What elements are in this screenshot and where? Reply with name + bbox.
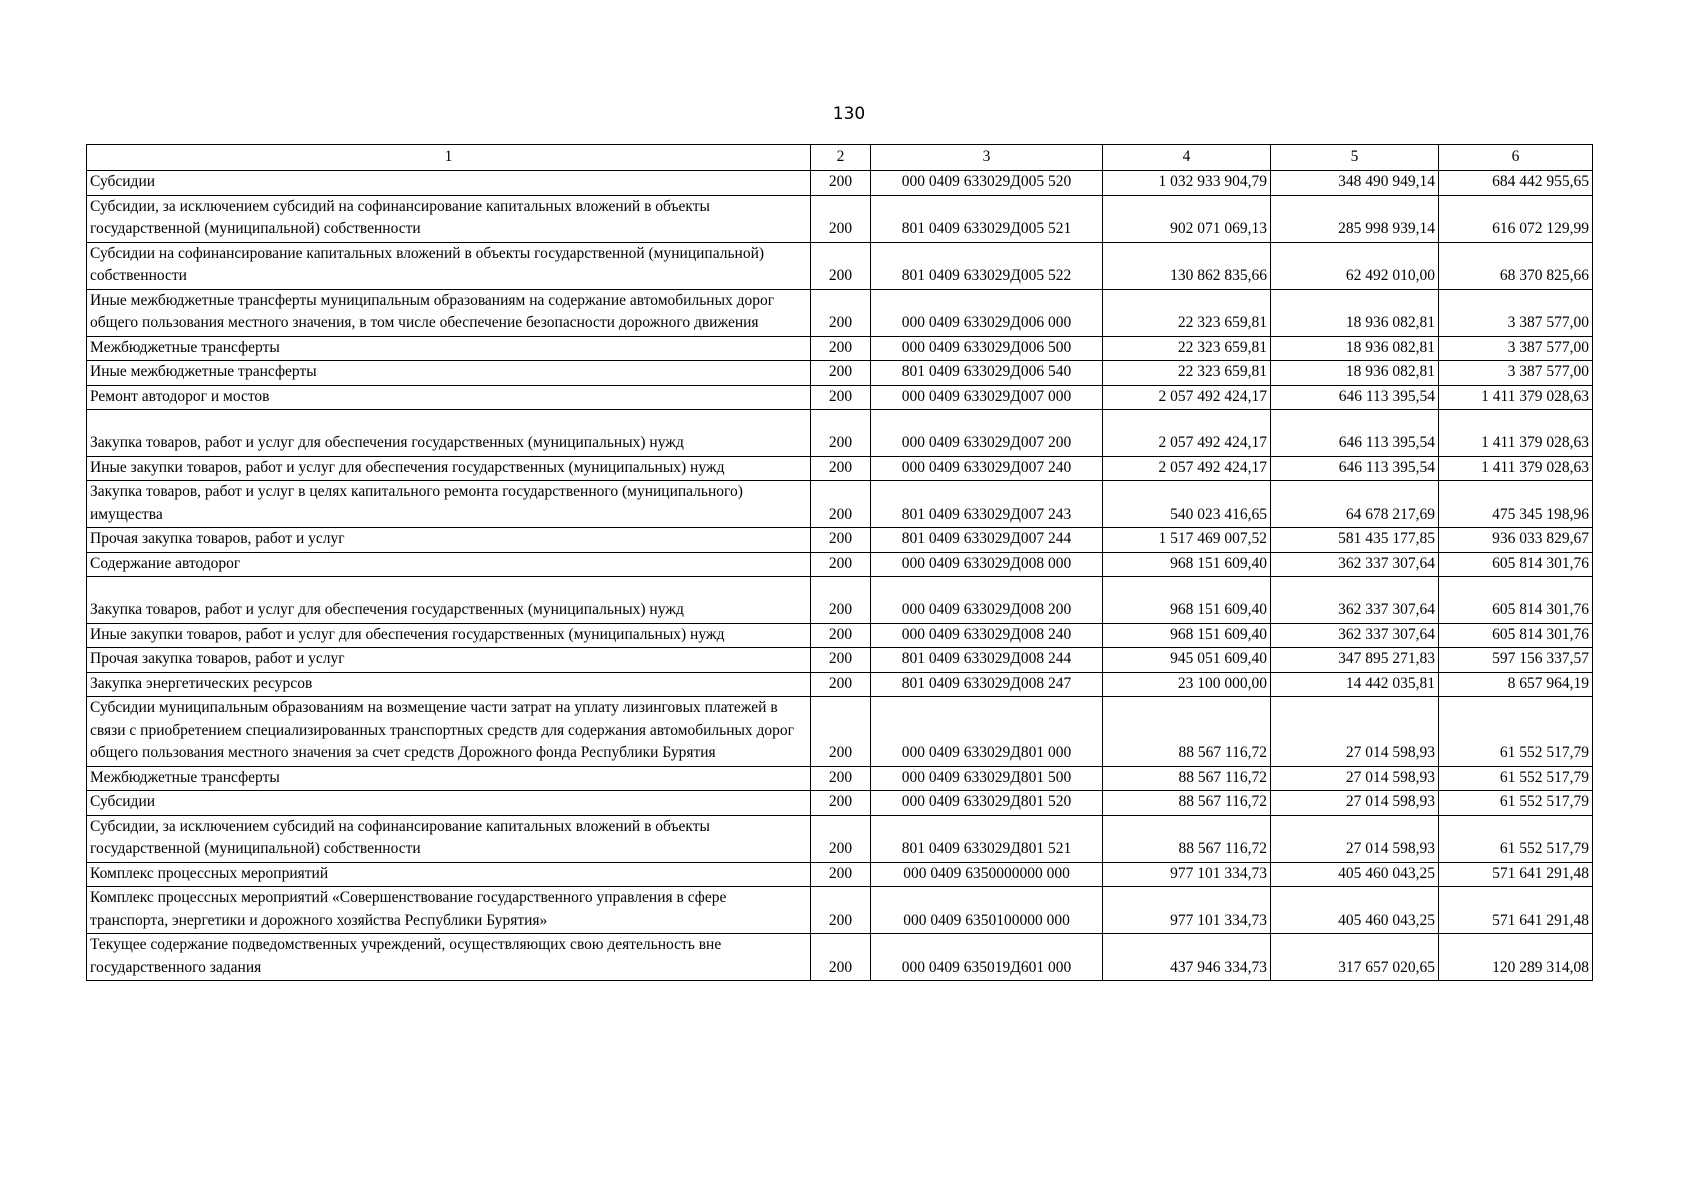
row-kbk-cell: 000 0409 633029Д801 500 bbox=[871, 766, 1103, 791]
row-value-col4: 968 151 609,40 bbox=[1103, 552, 1271, 577]
table-row bbox=[87, 623, 1593, 648]
row-code-cell: 200 bbox=[811, 289, 871, 336]
row-kbk-cell: 000 0409 635019Д601 000 bbox=[871, 934, 1103, 981]
table-row bbox=[87, 577, 1593, 624]
row-value-col5: 362 337 307,64 bbox=[1271, 577, 1439, 624]
row-value-col5: 64 678 217,69 bbox=[1271, 481, 1439, 528]
row-value-col4: 902 071 069,13 bbox=[1103, 195, 1271, 242]
row-value-col4: 968 151 609,40 bbox=[1103, 577, 1271, 624]
row-value-col5: 348 490 949,14 bbox=[1271, 171, 1439, 196]
row-value-col4: 88 567 116,72 bbox=[1103, 697, 1271, 767]
row-code-cell: 200 bbox=[811, 195, 871, 242]
row-value-col6: 1 411 379 028,63 bbox=[1439, 456, 1593, 481]
row-code-cell: 200 bbox=[811, 697, 871, 767]
row-name-cell: Иные межбюджетные трансферты муниципальным образованиям на содержание автомобильных дорог общего пользования местного значения, в том числе обеспечение безопасности дорожного движения bbox=[87, 289, 811, 336]
row-code-cell: 200 bbox=[811, 171, 871, 196]
header-cell: 4 bbox=[1103, 145, 1271, 171]
row-kbk-cell: 801 0409 633029Д801 521 bbox=[871, 815, 1103, 862]
row-value-col4: 540 023 416,65 bbox=[1103, 481, 1271, 528]
row-value-col6: 475 345 198,96 bbox=[1439, 481, 1593, 528]
row-kbk-cell: 801 0409 633029Д005 521 bbox=[871, 195, 1103, 242]
table-row bbox=[87, 552, 1593, 577]
table-row bbox=[87, 766, 1593, 791]
row-value-col4: 22 323 659,81 bbox=[1103, 361, 1271, 386]
row-name-cell: Субсидии bbox=[87, 171, 811, 196]
row-name-cell: Комплекс процессных мероприятий bbox=[87, 862, 811, 887]
row-value-col5: 405 460 043,25 bbox=[1271, 862, 1439, 887]
row-code-cell: 200 bbox=[811, 766, 871, 791]
table-row bbox=[87, 528, 1593, 553]
row-value-col5: 347 895 271,83 bbox=[1271, 648, 1439, 673]
row-code-cell: 200 bbox=[811, 577, 871, 624]
table-row bbox=[87, 456, 1593, 481]
budget-table bbox=[86, 144, 1593, 981]
row-kbk-cell: 000 0409 633029Д005 520 bbox=[871, 171, 1103, 196]
table-row bbox=[87, 289, 1593, 336]
row-value-col6: 684 442 955,65 bbox=[1439, 171, 1593, 196]
row-name-cell: Субсидии, за исключением субсидий на софинансирование капитальных вложений в объекты государственной (муниципальной) собственности bbox=[87, 195, 811, 242]
row-name-cell: Текущее содержание подведомственных учреждений, осуществляющих свою деятельность вне государственного задания bbox=[87, 934, 811, 981]
row-value-col5: 18 936 082,81 bbox=[1271, 289, 1439, 336]
row-value-col6: 571 641 291,48 bbox=[1439, 862, 1593, 887]
table-row bbox=[87, 195, 1593, 242]
row-name-cell: Иные закупки товаров, работ и услуг для обеспечения государственных (муниципальных) нужд bbox=[87, 456, 811, 481]
table-row bbox=[87, 410, 1593, 457]
table-row bbox=[87, 697, 1593, 767]
row-kbk-cell: 801 0409 633029Д005 522 bbox=[871, 242, 1103, 289]
row-value-col6: 3 387 577,00 bbox=[1439, 336, 1593, 361]
table-row bbox=[87, 672, 1593, 697]
row-kbk-cell: 801 0409 633029Д006 540 bbox=[871, 361, 1103, 386]
row-kbk-cell: 000 0409 6350100000 000 bbox=[871, 887, 1103, 934]
header-cell: 5 bbox=[1271, 145, 1439, 171]
table-row bbox=[87, 171, 1593, 196]
table-body bbox=[87, 145, 1593, 981]
row-code-cell: 200 bbox=[811, 481, 871, 528]
row-value-col5: 27 014 598,93 bbox=[1271, 791, 1439, 816]
row-value-col4: 968 151 609,40 bbox=[1103, 623, 1271, 648]
row-value-col5: 62 492 010,00 bbox=[1271, 242, 1439, 289]
row-code-cell: 200 bbox=[811, 361, 871, 386]
row-name-cell: Закупка энергетических ресурсов bbox=[87, 672, 811, 697]
row-value-col5: 646 113 395,54 bbox=[1271, 456, 1439, 481]
row-kbk-cell: 000 0409 633029Д801 000 bbox=[871, 697, 1103, 767]
row-name-cell: Ремонт автодорог и мостов bbox=[87, 385, 811, 410]
row-code-cell: 200 bbox=[811, 623, 871, 648]
row-name-cell: Прочая закупка товаров, работ и услуг bbox=[87, 648, 811, 673]
row-name-cell: Межбюджетные трансферты bbox=[87, 766, 811, 791]
row-kbk-cell: 000 0409 633029Д008 000 bbox=[871, 552, 1103, 577]
row-name-cell: Закупка товаров, работ и услуг в целях капитального ремонта государственного (муниципального) имущества bbox=[87, 481, 811, 528]
row-value-col4: 23 100 000,00 bbox=[1103, 672, 1271, 697]
header-cell: 3 bbox=[871, 145, 1103, 171]
row-kbk-cell: 000 0409 633029Д006 500 bbox=[871, 336, 1103, 361]
table-row bbox=[87, 648, 1593, 673]
row-value-col6: 61 552 517,79 bbox=[1439, 815, 1593, 862]
row-value-col6: 605 814 301,76 bbox=[1439, 623, 1593, 648]
row-value-col6: 616 072 129,99 bbox=[1439, 195, 1593, 242]
row-code-cell: 200 bbox=[811, 934, 871, 981]
row-value-col5: 581 435 177,85 bbox=[1271, 528, 1439, 553]
row-name-cell: Комплекс процессных мероприятий «Совершенствование государственного управления в сфере транспорта, энергетики и дорожного хозяйства Республики Бурятия» bbox=[87, 887, 811, 934]
header-cell: 1 bbox=[87, 145, 811, 171]
row-name-cell: Субсидии bbox=[87, 791, 811, 816]
row-value-col6: 3 387 577,00 bbox=[1439, 361, 1593, 386]
row-value-col5: 18 936 082,81 bbox=[1271, 361, 1439, 386]
row-value-col5: 27 014 598,93 bbox=[1271, 766, 1439, 791]
header-cell: 2 bbox=[811, 145, 871, 171]
row-kbk-cell: 801 0409 633029Д008 247 bbox=[871, 672, 1103, 697]
table-row bbox=[87, 361, 1593, 386]
table-row bbox=[87, 385, 1593, 410]
row-value-col6: 8 657 964,19 bbox=[1439, 672, 1593, 697]
row-code-cell: 200 bbox=[811, 456, 871, 481]
row-kbk-cell: 801 0409 633029Д007 244 bbox=[871, 528, 1103, 553]
row-value-col6: 120 289 314,08 bbox=[1439, 934, 1593, 981]
row-code-cell: 200 bbox=[811, 791, 871, 816]
row-name-cell: Иные межбюджетные трансферты bbox=[87, 361, 811, 386]
row-code-cell: 200 bbox=[811, 672, 871, 697]
table-row bbox=[87, 481, 1593, 528]
row-value-col6: 1 411 379 028,63 bbox=[1439, 410, 1593, 457]
table-header-row bbox=[87, 145, 1593, 171]
row-value-col6: 936 033 829,67 bbox=[1439, 528, 1593, 553]
row-value-col6: 68 370 825,66 bbox=[1439, 242, 1593, 289]
header-cell: 6 bbox=[1439, 145, 1593, 171]
row-name-cell: Межбюджетные трансферты bbox=[87, 336, 811, 361]
row-kbk-cell: 000 0409 6350000000 000 bbox=[871, 862, 1103, 887]
row-value-col6: 605 814 301,76 bbox=[1439, 577, 1593, 624]
table-row bbox=[87, 336, 1593, 361]
row-value-col4: 22 323 659,81 bbox=[1103, 289, 1271, 336]
table-row bbox=[87, 791, 1593, 816]
row-value-col6: 605 814 301,76 bbox=[1439, 552, 1593, 577]
row-value-col5: 362 337 307,64 bbox=[1271, 552, 1439, 577]
row-code-cell: 200 bbox=[811, 242, 871, 289]
row-kbk-cell: 801 0409 633029Д007 243 bbox=[871, 481, 1103, 528]
row-value-col4: 130 862 835,66 bbox=[1103, 242, 1271, 289]
row-value-col5: 646 113 395,54 bbox=[1271, 410, 1439, 457]
row-kbk-cell: 000 0409 633029Д007 200 bbox=[871, 410, 1103, 457]
row-value-col4: 88 567 116,72 bbox=[1103, 766, 1271, 791]
row-value-col6: 61 552 517,79 bbox=[1439, 766, 1593, 791]
row-name-cell: Субсидии, за исключением субсидий на софинансирование капитальных вложений в объекты государственной (муниципальной) собственности bbox=[87, 815, 811, 862]
row-value-col4: 2 057 492 424,17 bbox=[1103, 456, 1271, 481]
row-code-cell: 200 bbox=[811, 815, 871, 862]
row-value-col5: 27 014 598,93 bbox=[1271, 815, 1439, 862]
row-kbk-cell: 801 0409 633029Д008 244 bbox=[871, 648, 1103, 673]
row-name-cell: Закупка товаров, работ и услуг для обеспечения государственных (муниципальных) нужд bbox=[87, 577, 811, 624]
row-name-cell: Субсидии муниципальным образованиям на возмещение части затрат на уплату лизинговых платежей в связи с приобретением специализированных транспортных средств для содержания автомобильных дорог общего пользования местного значения за счет средств Дорожного фонда Республики Бурятия bbox=[87, 697, 811, 767]
page-number: 130 bbox=[832, 104, 866, 124]
table-row bbox=[87, 242, 1593, 289]
row-value-col6: 1 411 379 028,63 bbox=[1439, 385, 1593, 410]
table-row bbox=[87, 934, 1593, 981]
row-value-col4: 22 323 659,81 bbox=[1103, 336, 1271, 361]
row-value-col4: 1 517 469 007,52 bbox=[1103, 528, 1271, 553]
row-value-col4: 977 101 334,73 bbox=[1103, 887, 1271, 934]
row-value-col5: 405 460 043,25 bbox=[1271, 887, 1439, 934]
row-kbk-cell: 000 0409 633029Д008 240 bbox=[871, 623, 1103, 648]
row-value-col5: 27 014 598,93 bbox=[1271, 697, 1439, 767]
row-code-cell: 200 bbox=[811, 528, 871, 553]
row-value-col4: 88 567 116,72 bbox=[1103, 791, 1271, 816]
row-value-col5: 317 657 020,65 bbox=[1271, 934, 1439, 981]
row-value-col5: 14 442 035,81 bbox=[1271, 672, 1439, 697]
row-value-col6: 61 552 517,79 bbox=[1439, 697, 1593, 767]
table-row bbox=[87, 815, 1593, 862]
row-code-cell: 200 bbox=[811, 862, 871, 887]
row-code-cell: 200 bbox=[811, 552, 871, 577]
row-value-col4: 945 051 609,40 bbox=[1103, 648, 1271, 673]
row-kbk-cell: 000 0409 633029Д007 240 bbox=[871, 456, 1103, 481]
table-row bbox=[87, 887, 1593, 934]
row-value-col5: 285 998 939,14 bbox=[1271, 195, 1439, 242]
row-value-col5: 362 337 307,64 bbox=[1271, 623, 1439, 648]
row-name-cell: Иные закупки товаров, работ и услуг для обеспечения государственных (муниципальных) нужд bbox=[87, 623, 811, 648]
row-code-cell: 200 bbox=[811, 887, 871, 934]
row-value-col4: 2 057 492 424,17 bbox=[1103, 410, 1271, 457]
row-code-cell: 200 bbox=[811, 336, 871, 361]
row-kbk-cell: 000 0409 633029Д007 000 bbox=[871, 385, 1103, 410]
row-value-col4: 2 057 492 424,17 bbox=[1103, 385, 1271, 410]
row-value-col6: 571 641 291,48 bbox=[1439, 887, 1593, 934]
row-code-cell: 200 bbox=[811, 648, 871, 673]
row-name-cell: Прочая закупка товаров, работ и услуг bbox=[87, 528, 811, 553]
row-name-cell: Субсидии на софинансирование капитальных вложений в объекты государственной (муниципальной) собственности bbox=[87, 242, 811, 289]
row-value-col6: 61 552 517,79 bbox=[1439, 791, 1593, 816]
row-kbk-cell: 000 0409 633029Д008 200 bbox=[871, 577, 1103, 624]
row-value-col5: 646 113 395,54 bbox=[1271, 385, 1439, 410]
row-value-col4: 437 946 334,73 bbox=[1103, 934, 1271, 981]
row-value-col6: 597 156 337,57 bbox=[1439, 648, 1593, 673]
row-value-col4: 977 101 334,73 bbox=[1103, 862, 1271, 887]
row-value-col6: 3 387 577,00 bbox=[1439, 289, 1593, 336]
row-value-col5: 18 936 082,81 bbox=[1271, 336, 1439, 361]
row-name-cell: Содержание автодорог bbox=[87, 552, 811, 577]
row-value-col4: 1 032 933 904,79 bbox=[1103, 171, 1271, 196]
row-name-cell: Закупка товаров, работ и услуг для обеспечения государственных (муниципальных) нужд bbox=[87, 410, 811, 457]
row-code-cell: 200 bbox=[811, 385, 871, 410]
row-code-cell: 200 bbox=[811, 410, 871, 457]
row-kbk-cell: 000 0409 633029Д006 000 bbox=[871, 289, 1103, 336]
table-row bbox=[87, 862, 1593, 887]
row-kbk-cell: 000 0409 633029Д801 520 bbox=[871, 791, 1103, 816]
row-value-col4: 88 567 116,72 bbox=[1103, 815, 1271, 862]
